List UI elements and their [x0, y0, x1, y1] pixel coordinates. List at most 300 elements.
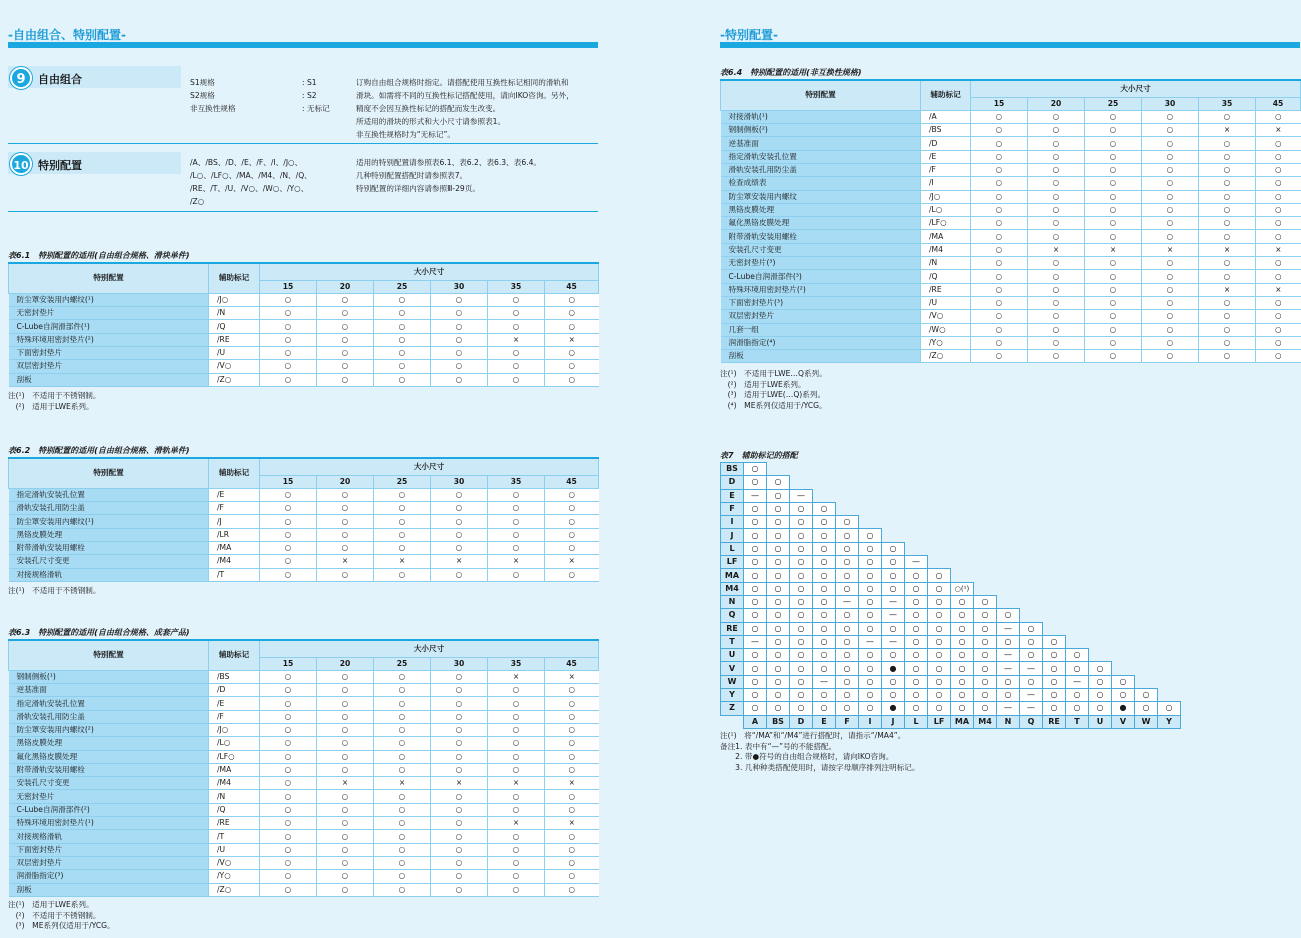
- table-row: [721, 310, 1301, 323]
- aux-mark-cell: /M4: [209, 555, 260, 568]
- combo-cell: ○: [790, 609, 813, 622]
- corner-cell: [721, 715, 744, 728]
- size-cell: ○: [1199, 336, 1256, 349]
- feature-cell: 对接规格滑轨: [9, 830, 209, 843]
- combo-cell: ○: [859, 556, 882, 569]
- combo-row: [721, 556, 1181, 569]
- empty-cell: [859, 476, 882, 489]
- table-row: [721, 124, 1301, 137]
- size-cell: ○: [1256, 137, 1301, 150]
- combo-cell: ○: [1066, 702, 1089, 715]
- table-row: [9, 541, 599, 554]
- size-cell: ×: [1256, 243, 1301, 256]
- row-header: MA: [721, 569, 744, 582]
- size-cell: ○: [1142, 336, 1199, 349]
- size-cell: ○: [971, 230, 1028, 243]
- header-size-30: 30: [431, 280, 488, 293]
- col-header: E: [813, 715, 836, 728]
- size-cell: ○: [431, 307, 488, 320]
- combo-cell: ○: [859, 542, 882, 555]
- desc-line: 特别配置的详细内容请参照Ⅲ-29页。: [356, 184, 480, 193]
- feature-cell: 黑铬皮膜处理: [9, 737, 209, 750]
- empty-cell: [997, 516, 1020, 529]
- size-cell: ○: [260, 697, 317, 710]
- size-cell: ×: [317, 777, 374, 790]
- feature-cell: 附带滑轨安装用螺栓: [721, 230, 921, 243]
- size-cell: ○: [374, 750, 431, 763]
- combo-cell: ○: [767, 582, 790, 595]
- size-cell: ○: [971, 124, 1028, 137]
- empty-cell: [1135, 529, 1158, 542]
- size-cell: ○: [317, 803, 374, 816]
- empty-cell: [1089, 635, 1112, 648]
- size-cell: ○: [317, 856, 374, 869]
- empty-cell: [1158, 649, 1181, 662]
- table-6-2: [8, 457, 599, 582]
- combo-cell: ○: [951, 702, 974, 715]
- size-cell: ×: [488, 817, 545, 830]
- size-cell: ○: [317, 528, 374, 541]
- item-9-specs: [190, 76, 236, 115]
- size-cell: ○: [545, 870, 599, 883]
- size-cell: ○: [488, 568, 545, 581]
- combo-cell: ○: [928, 582, 951, 595]
- aux-mark-cell: /L○: [921, 203, 971, 216]
- empty-cell: [1043, 463, 1066, 476]
- spec-line: S1规格: [190, 78, 215, 87]
- desc-line: 适用的特别配置请参照表6.1、表6.2、表6.3、表6.4。: [356, 158, 541, 167]
- empty-cell: [1043, 516, 1066, 529]
- feature-cell: 特殊环境用密封垫片(²): [9, 333, 209, 346]
- empty-cell: [1066, 556, 1089, 569]
- combo-cell: ○: [951, 649, 974, 662]
- empty-cell: [1089, 609, 1112, 622]
- size-cell: ○: [260, 750, 317, 763]
- desc-line: 所适用的滑块的形式和大小尺寸请参照表1。: [356, 117, 506, 126]
- empty-cell: [1135, 463, 1158, 476]
- size-cell: ○: [971, 177, 1028, 190]
- table-6-3-caption: 表6.3 特别配置的适用(自由组合规格、成套产品): [8, 628, 190, 637]
- aux-mark-cell: /U: [921, 296, 971, 309]
- combo-cell: ○: [928, 622, 951, 635]
- header-size-45: 45: [545, 475, 599, 488]
- size-cell: ○: [1199, 323, 1256, 336]
- combo-cell: ○: [744, 622, 767, 635]
- header-feature: 特别配置: [9, 458, 209, 488]
- empty-cell: [1158, 569, 1181, 582]
- empty-cell: [974, 542, 997, 555]
- table-row: [9, 373, 599, 386]
- size-cell: ○: [1085, 310, 1142, 323]
- size-cell: ○: [260, 817, 317, 830]
- size-cell: ○: [545, 528, 599, 541]
- size-cell: ○: [1199, 350, 1256, 363]
- size-cell: ○: [545, 750, 599, 763]
- empty-cell: [813, 489, 836, 502]
- empty-cell: [928, 529, 951, 542]
- combo-cell: ○: [813, 689, 836, 702]
- aux-mark-cell: /RE: [209, 333, 260, 346]
- aux-mark-cell: /RE: [209, 817, 260, 830]
- empty-cell: [1112, 662, 1135, 675]
- size-cell: ○: [1256, 203, 1301, 216]
- size-cell: ○: [488, 502, 545, 515]
- size-cell: ○: [431, 883, 488, 896]
- combo-cell: ○: [813, 702, 836, 715]
- empty-cell: [1158, 489, 1181, 502]
- size-cell: ○: [971, 110, 1028, 123]
- table-row: [9, 528, 599, 541]
- aux-mark-cell: /A: [921, 110, 971, 123]
- size-cell: ○: [374, 737, 431, 750]
- feature-cell: 特殊环境用密封垫片(¹): [9, 817, 209, 830]
- empty-cell: [1020, 476, 1043, 489]
- combo-row: [721, 675, 1181, 688]
- empty-cell: [1135, 582, 1158, 595]
- empty-cell: [1043, 582, 1066, 595]
- size-cell: ○: [260, 568, 317, 581]
- empty-cell: [859, 516, 882, 529]
- size-cell: ○: [260, 373, 317, 386]
- combo-cell: ○: [1043, 649, 1066, 662]
- size-cell: ○: [971, 283, 1028, 296]
- size-cell: ○: [431, 856, 488, 869]
- row-header: Q: [721, 609, 744, 622]
- size-cell: ○: [317, 307, 374, 320]
- empty-cell: [1158, 595, 1181, 608]
- combo-cell: ○: [928, 609, 951, 622]
- size-cell: ○: [260, 346, 317, 359]
- size-cell: ○: [317, 568, 374, 581]
- col-header: BS: [767, 715, 790, 728]
- feature-cell: 黑铬皮膜处理: [9, 528, 209, 541]
- size-cell: ○: [431, 502, 488, 515]
- combo-cell: —: [882, 595, 905, 608]
- size-cell: ○: [488, 346, 545, 359]
- col-header: W: [1135, 715, 1158, 728]
- table-6-2-notes: [8, 586, 101, 597]
- size-cell: ○: [1142, 230, 1199, 243]
- size-cell: ○: [260, 555, 317, 568]
- size-cell: ○: [545, 790, 599, 803]
- size-cell: ○: [374, 843, 431, 856]
- header-size-45: 45: [1256, 97, 1301, 110]
- col-header: N: [997, 715, 1020, 728]
- empty-cell: [905, 502, 928, 515]
- aux-mark-cell: /Q: [209, 320, 260, 333]
- aux-mark-cell: /W○: [921, 323, 971, 336]
- header-size-20: 20: [317, 657, 374, 670]
- aux-mark-cell: /Ⅰ: [921, 177, 971, 190]
- size-cell: ×: [545, 555, 599, 568]
- size-cell: ○: [488, 750, 545, 763]
- combo-cell: ○: [790, 595, 813, 608]
- size-cell: ○: [971, 163, 1028, 176]
- combo-cell: ○: [744, 463, 767, 476]
- size-cell: ○: [545, 697, 599, 710]
- empty-cell: [974, 569, 997, 582]
- combo-cell: ○: [1066, 689, 1089, 702]
- size-cell: ×: [545, 670, 599, 683]
- note-line: 2. 带●符号的自由组合规格时，请向IKO咨询。: [720, 752, 894, 761]
- empty-cell: [882, 476, 905, 489]
- table-row: [9, 723, 599, 736]
- aux-mark-cell: /T: [209, 830, 260, 843]
- empty-cell: [1066, 542, 1089, 555]
- table-row: [721, 150, 1301, 163]
- size-cell: ×: [1256, 283, 1301, 296]
- size-cell: ○: [488, 843, 545, 856]
- aux-mark-cell: /V○: [209, 360, 260, 373]
- aux-mark-cell: /F: [921, 163, 971, 176]
- combo-cell: ○: [836, 569, 859, 582]
- feature-cell: C-Lube自润滑部件(²): [9, 803, 209, 816]
- empty-cell: [1089, 516, 1112, 529]
- empty-cell: [836, 463, 859, 476]
- aux-mark-cell: /M4: [921, 243, 971, 256]
- header-size-30: 30: [1142, 97, 1199, 110]
- size-cell: ○: [545, 373, 599, 386]
- size-cell: ○: [971, 257, 1028, 270]
- feature-cell: 刮板: [9, 373, 209, 386]
- empty-cell: [905, 463, 928, 476]
- empty-cell: [1020, 516, 1043, 529]
- size-cell: ○: [971, 296, 1028, 309]
- feature-cell: 防尘罩安装用内螺纹(¹): [9, 293, 209, 306]
- combo-row: [721, 595, 1181, 608]
- combo-cell: ○: [790, 635, 813, 648]
- table-row: [9, 568, 599, 581]
- note-line: 注(¹) 不适用于不锈钢制。: [8, 586, 101, 595]
- size-cell: ○: [374, 373, 431, 386]
- empty-cell: [1020, 609, 1043, 622]
- empty-cell: [997, 463, 1020, 476]
- combo-cell: ○: [974, 622, 997, 635]
- empty-cell: [1066, 476, 1089, 489]
- combo-cell: ○: [997, 609, 1020, 622]
- empty-cell: [1066, 635, 1089, 648]
- table-row: [9, 870, 599, 883]
- size-cell: ○: [260, 723, 317, 736]
- combo-cell: ○: [974, 675, 997, 688]
- empty-cell: [1089, 542, 1112, 555]
- empty-cell: [928, 516, 951, 529]
- empty-cell: [1112, 609, 1135, 622]
- combo-cell: ○: [905, 662, 928, 675]
- size-cell: ○: [374, 684, 431, 697]
- size-cell: ○: [488, 515, 545, 528]
- combo-row: [721, 476, 1181, 489]
- size-cell: ○: [971, 150, 1028, 163]
- aux-mark-cell: /N: [921, 257, 971, 270]
- feature-cell: 滑轨安装孔用防尘盖: [9, 502, 209, 515]
- combo-cell: ○: [1089, 675, 1112, 688]
- item-10-label: 特别配置: [38, 159, 82, 172]
- size-cell: ×: [1199, 124, 1256, 137]
- empty-cell: [1089, 595, 1112, 608]
- empty-cell: [1020, 582, 1043, 595]
- size-cell: ○: [317, 817, 374, 830]
- table-row: [9, 777, 599, 790]
- aux-mark-cell: /E: [209, 488, 260, 501]
- row-header: W: [721, 675, 744, 688]
- size-cell: ○: [545, 515, 599, 528]
- empty-cell: [1135, 609, 1158, 622]
- aux-mark-cell: /Y○: [209, 870, 260, 883]
- combo-cell: ○: [790, 675, 813, 688]
- combo-cell: ○: [813, 595, 836, 608]
- combo-row: [721, 622, 1181, 635]
- table-row: [721, 163, 1301, 176]
- header-aux-mark: 辅助标记: [209, 640, 260, 670]
- size-cell: ○: [260, 528, 317, 541]
- combo-cell: ○: [790, 582, 813, 595]
- size-cell: ○: [1142, 203, 1199, 216]
- size-cell: ○: [1142, 217, 1199, 230]
- combo-cell: ○: [859, 702, 882, 715]
- empty-cell: [997, 529, 1020, 542]
- aux-mark-cell: /J: [209, 515, 260, 528]
- empty-cell: [997, 569, 1020, 582]
- empty-cell: [905, 516, 928, 529]
- size-cell: ○: [488, 870, 545, 883]
- combo-cell: ○: [859, 582, 882, 595]
- size-cell: ○: [1199, 137, 1256, 150]
- table-row: [721, 203, 1301, 216]
- empty-cell: [1158, 609, 1181, 622]
- empty-cell: [1066, 516, 1089, 529]
- combo-cell: ○: [790, 502, 813, 515]
- size-cell: ○: [1028, 217, 1085, 230]
- combo-cell: ○: [1066, 662, 1089, 675]
- header-size-45: 45: [545, 280, 599, 293]
- empty-cell: [1158, 556, 1181, 569]
- empty-cell: [1158, 516, 1181, 529]
- empty-cell: [1043, 609, 1066, 622]
- size-cell: ○: [488, 830, 545, 843]
- feature-cell: 安装孔尺寸变更: [9, 555, 209, 568]
- empty-cell: [997, 595, 1020, 608]
- combo-cell: ○: [905, 675, 928, 688]
- note-line: (⁴) ME系列仅适用于/YCG。: [720, 400, 827, 410]
- combo-cell: ○: [882, 569, 905, 582]
- size-cell: ○: [1085, 230, 1142, 243]
- col-header: Y: [1158, 715, 1181, 728]
- combo-cell: ○: [859, 569, 882, 582]
- empty-cell: [1112, 635, 1135, 648]
- size-cell: ○: [374, 360, 431, 373]
- empty-cell: [859, 489, 882, 502]
- empty-cell: [974, 463, 997, 476]
- header-feature: 特别配置: [721, 80, 921, 110]
- combo-cell: ○: [813, 635, 836, 648]
- combo-cell: ○: [790, 649, 813, 662]
- empty-cell: [1158, 582, 1181, 595]
- table-6-2-caption: 表6.2 特别配置的适用(自由组合规格、滑轨单件): [8, 446, 190, 455]
- header-size-20: 20: [317, 475, 374, 488]
- feature-cell: 氟化黑铬皮膜处理: [9, 750, 209, 763]
- size-cell: ○: [1142, 323, 1199, 336]
- empty-cell: [1112, 556, 1135, 569]
- size-cell: ○: [317, 710, 374, 723]
- table-row: [721, 230, 1301, 243]
- size-cell: ○: [260, 360, 317, 373]
- empty-cell: [1135, 516, 1158, 529]
- empty-cell: [813, 476, 836, 489]
- empty-cell: [1112, 489, 1135, 502]
- size-cell: ○: [971, 270, 1028, 283]
- empty-cell: [951, 516, 974, 529]
- size-cell: ○: [374, 528, 431, 541]
- combo-cell: ○: [928, 569, 951, 582]
- combo-row: [721, 649, 1181, 662]
- empty-cell: [859, 502, 882, 515]
- feature-cell: 防尘罩安装用内螺纹(²): [9, 723, 209, 736]
- combo-cell: ○: [928, 649, 951, 662]
- size-cell: ○: [260, 670, 317, 683]
- size-cell: ○: [260, 830, 317, 843]
- feature-cell: 检查成绩表: [721, 177, 921, 190]
- table-row: [9, 737, 599, 750]
- combo-cell: ○: [790, 516, 813, 529]
- combo-cell: —: [1020, 662, 1043, 675]
- col-header: U: [1089, 715, 1112, 728]
- size-cell: ○: [488, 790, 545, 803]
- combo-cell: ○: [951, 595, 974, 608]
- empty-cell: [1020, 556, 1043, 569]
- table-row: [9, 856, 599, 869]
- empty-cell: [836, 502, 859, 515]
- row-header: J: [721, 529, 744, 542]
- header-aux-mark: 辅助标记: [921, 80, 971, 110]
- empty-cell: [997, 502, 1020, 515]
- empty-cell: [1043, 476, 1066, 489]
- size-cell: ○: [971, 243, 1028, 256]
- feature-cell: 对接规格滑轨: [9, 568, 209, 581]
- empty-cell: [882, 463, 905, 476]
- empty-cell: [1158, 502, 1181, 515]
- feature-cell: 无密封垫片(³): [721, 257, 921, 270]
- size-cell: ○: [317, 360, 374, 373]
- row-header: L: [721, 542, 744, 555]
- combo-cell: —: [813, 675, 836, 688]
- size-cell: ○: [317, 293, 374, 306]
- feature-cell: 逆基准面: [721, 137, 921, 150]
- col-header: A: [744, 715, 767, 728]
- empty-cell: [1112, 582, 1135, 595]
- size-cell: ○: [545, 293, 599, 306]
- size-cell: ○: [545, 320, 599, 333]
- aux-mark-cell: /V○: [921, 310, 971, 323]
- aux-mark-cell: /Q: [209, 803, 260, 816]
- empty-cell: [1066, 529, 1089, 542]
- empty-cell: [790, 476, 813, 489]
- combo-cell: ○: [767, 662, 790, 675]
- empty-cell: [1043, 502, 1066, 515]
- combo-cell: ○: [767, 622, 790, 635]
- table-row: [721, 283, 1301, 296]
- size-cell: ○: [431, 541, 488, 554]
- combo-cell: ○: [905, 649, 928, 662]
- size-cell: ×: [1142, 243, 1199, 256]
- code-line: /L○、/LF○、/MA、/M4、/N、/Q、: [190, 171, 312, 180]
- empty-cell: [905, 476, 928, 489]
- size-cell: ○: [1256, 110, 1301, 123]
- header-size-20: 20: [1028, 97, 1085, 110]
- combo-cell: ○: [951, 675, 974, 688]
- combo-cell: —: [1020, 689, 1043, 702]
- empty-cell: [1158, 476, 1181, 489]
